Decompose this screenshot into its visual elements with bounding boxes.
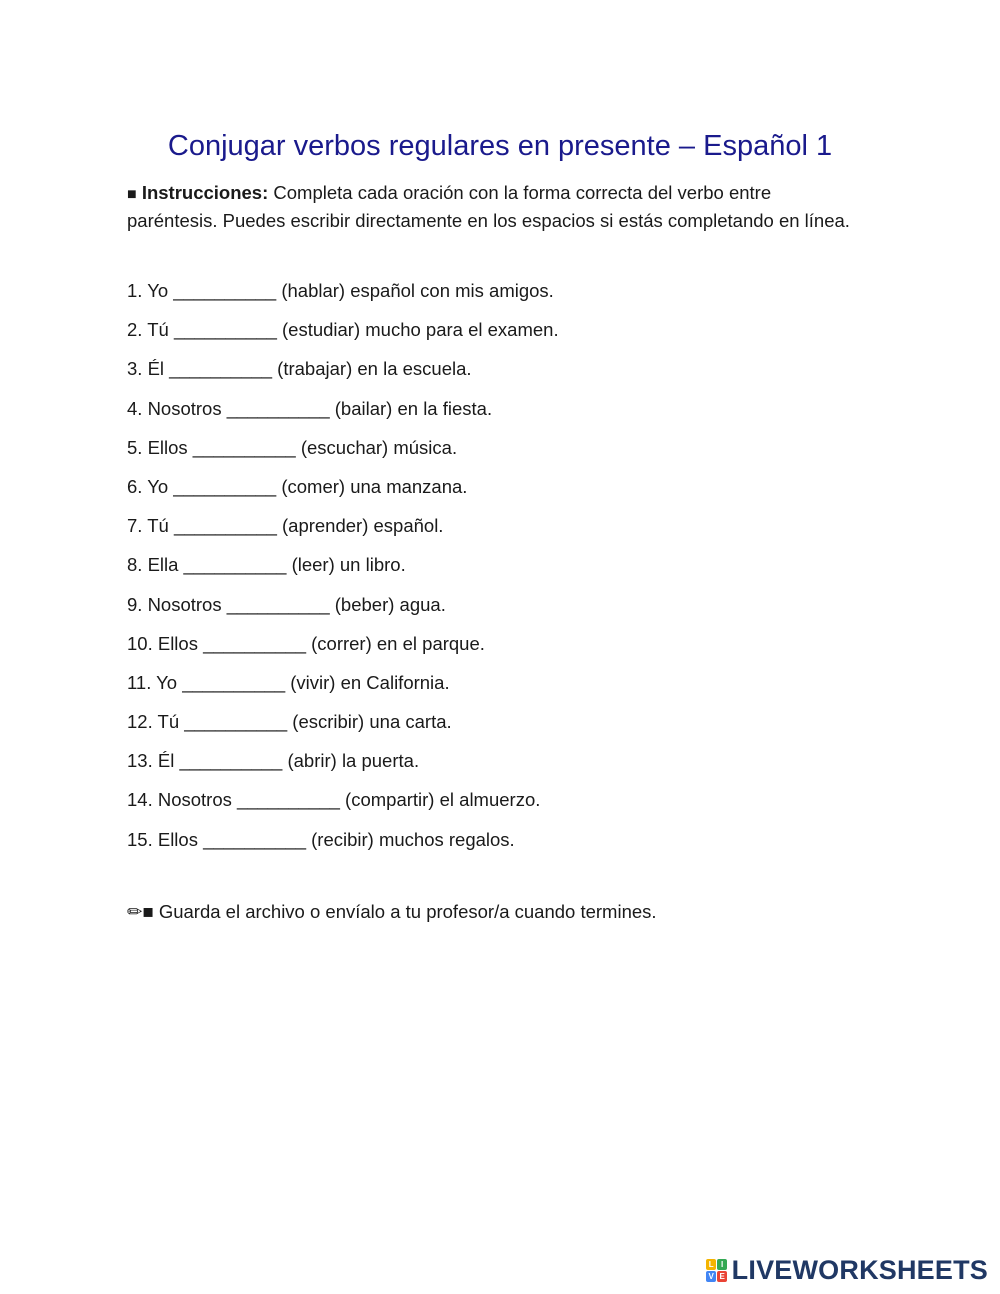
exercise-item-15[interactable]: 15. Ellos __________ (recibir) muchos regalos. [127,828,515,850]
brand-wordmark: LIVEWORKSHEETS [731,1254,988,1285]
exercise-item-14[interactable]: 14. Nosotros __________ (compartir) el almuerzo. [127,789,541,811]
page-title: Conjugar verbos regulares en presente – Español 1 [167,130,833,162]
exercise-item-9[interactable]: 9. Nosotros __________ (beber) agua. [127,593,446,615]
exercise-item-13[interactable]: 13. Él __________ (abrir) la puerta. [127,750,420,772]
logo-letter-e: E [717,1271,727,1282]
exercise-list [127,278,559,866]
instructions-paragraph [127,180,862,234]
exercise-item-8[interactable]: 8. Ella __________ (leer) un libro. [127,554,406,576]
logo-letter-i: I [717,1259,727,1270]
instructions-text: Completa cada oración con la forma correcta del verbo entre paréntesis. Puedes escribir directamente en los espacios si estás completando en línea. [127,182,850,231]
exercise-item-5[interactable]: 5. Ellos __________ (escuchar) música. [127,436,458,458]
exercise-item-1[interactable]: 1. Yo __________ (hablar) español con mis amigos. [127,280,554,301]
exercise-item-2[interactable]: 2. Tú __________ (estudiar) mucho para el examen. [127,319,559,341]
liveworksheets-logo-icon [706,1258,728,1282]
exercise-item-12[interactable]: 12. Tú __________ (escribir) una carta. [127,711,452,733]
exercise-item-11[interactable]: 11. Yo __________ (vivir) en California. [127,671,450,693]
liveworksheets-brand[interactable] [706,1252,988,1288]
footer-note: ✏■ Guarda el archivo o envíalo a tu profesor/a cuando termines. [127,901,657,922]
exercise-item-6[interactable]: 6. Yo __________ (comer) una manzana. [127,475,468,497]
exercise-item-3[interactable]: 3. Él __________ (trabajar) en la escuela. [127,358,472,380]
exercise-item-10[interactable]: 10. Ellos __________ (correr) en el parque. [127,632,485,654]
instructions-label: Instrucciones: [141,182,269,203]
logo-letter-l: L [706,1259,716,1270]
logo-letter-v: V [706,1271,716,1282]
exercise-item-4[interactable]: 4. Nosotros __________ (bailar) en la fiesta. [127,397,493,419]
square-bullet-icon: ■ [127,186,137,203]
exercise-item-7[interactable]: 7. Tú __________ (aprender) español. [127,515,444,537]
